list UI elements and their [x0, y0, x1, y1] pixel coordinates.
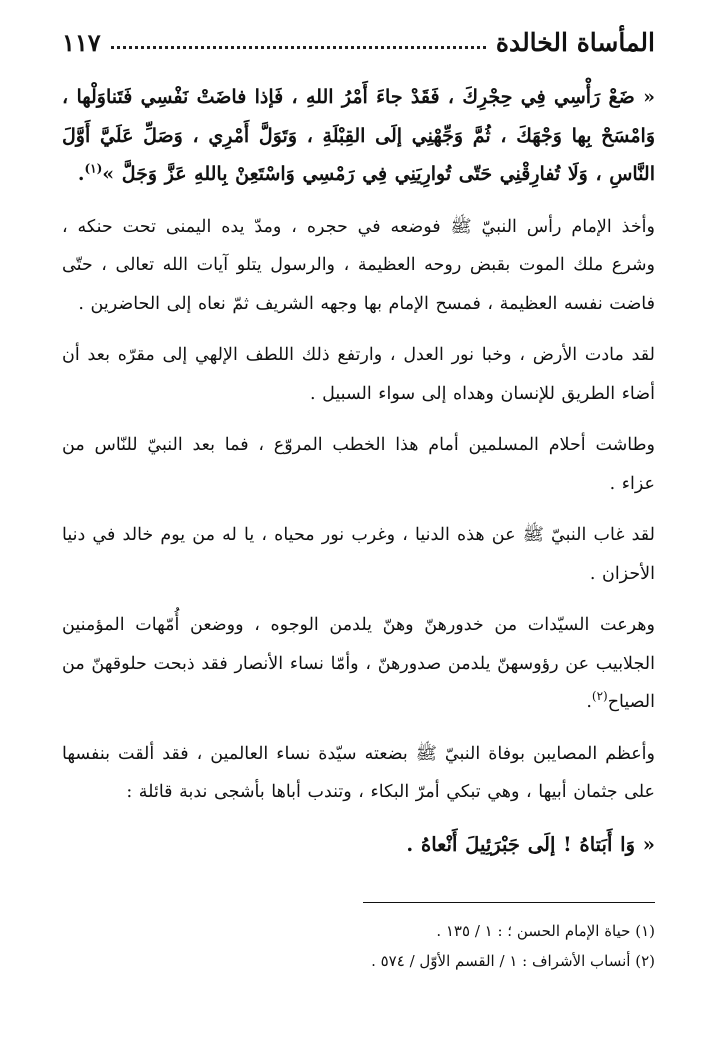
footnote-mark-1: (١) — [84, 161, 103, 176]
footnote-number: (٢) — [635, 952, 655, 970]
opening-quote — [62, 78, 655, 194]
paragraph — [62, 606, 655, 722]
page-header — [62, 22, 655, 62]
closing-quote — [62, 825, 655, 865]
footnote-separator — [363, 902, 655, 903]
closing-quote-text: « وَا أَبَتاهُ ! إلَى جَبْرَئِيلَ أَنْعاهُ . — [406, 832, 655, 856]
page-body — [62, 78, 655, 878]
page-number: ١١٧ — [62, 27, 101, 57]
paragraph — [62, 208, 655, 324]
paragraph — [62, 516, 655, 593]
paragraph-text: وأخذ الإمام رأس النبيّ ﷺ فوضعه في حجره ، ومدّ يده اليمنى تحت حنكه ، وشرع ملك الموت بقبض روحه العظيمة ، والرسول يتلو آيات الله تعالى ، حتّى فاضت نفسه العظيمة ، فمسح الإمام بها وجهه الشريف ثمّ نعاه إلى الحاضرين . — [62, 216, 655, 314]
footnote-text: حياة الإمام الحسن ؛ : ١ / ١٣٥ . — [436, 922, 631, 940]
footnote-text: أنساب الأشراف : ١ / القسم الأوّل / ٥٧٤ . — [371, 952, 631, 970]
paragraph-text: وطاشت أحلام المسلمين أمام هذا الخطب المروّع ، فما بعد النبيّ للنّاس من عزاء . — [62, 435, 655, 494]
footnotes — [62, 916, 655, 976]
paragraph-text: وأعظم المصايبن بوفاة النبيّ ﷺ بضعته سيّدة نساء العالمين ، فقد ألقت بنفسها على جثمان أبيها ، وهي تبكي أمرّ البكاء ، وتندب أباها بأشجى ندبة قائلة : — [62, 743, 655, 802]
footnote-2 — [62, 946, 655, 976]
paragraph — [62, 426, 655, 503]
opening-quote-end: . — [77, 163, 85, 185]
footnote-number: (١) — [635, 922, 655, 940]
footnote-mark-2: (٢) — [591, 689, 608, 704]
paragraph-text: وهرعت السيّدات من خدورهنّ وهنّ يلدمن الوجوه ، ووضعن أُمّهات المؤمنين الجلابيب عن رؤوسهنّ يلدمن صدورهنّ ، وأمّا نساء الأنصار فقد ذبحت حلوقهنّ من الصياح — [62, 615, 655, 712]
paragraph-end: . — [586, 692, 592, 712]
header-dotted-leader — [111, 46, 486, 49]
paragraph — [62, 735, 655, 812]
opening-quote-text: « ضَعْ رَأْسِي فِي حِجْرِكَ ، فَقَدْ جاءَ أَمْرُ اللهِ ، فَإذا فاضَتْ نَفْسِي فَتَناوَلْها ، وَامْسَحْ بِها وَجْهَكَ ، ثُمَّ وَجِّهْنِي إلَى القِبْلَةِ ، وَتَوَلَّ أَمْرِي ، وَصَلِّ عَلَيَّ أَوَّلَ النَّاسِ ، وَلَا تُفارِقْنِي حَتّى تُوارِيَنِي فِي رَمْسِي وَاسْتَعِنْ بِاللهِ عَزَّ وَجَلَّ » — [62, 86, 655, 185]
running-title: المأساة الخالدة — [495, 27, 655, 57]
footnote-1 — [62, 916, 655, 946]
paragraph-text: لقد غاب النبيّ ﷺ عن هذه الدنيا ، وغرب نور محياه ، يا له من يوم خالد في دنيا الأحزان . — [62, 525, 655, 584]
paragraph-text: لقد مادت الأرض ، وخبا نور العدل ، وارتفع ذلك اللطف الإلهي إلى مقرّه بعد أن أضاء الطريق للإنسان وهداه إلى سواء السبيل . — [62, 345, 655, 404]
paragraph — [62, 336, 655, 413]
